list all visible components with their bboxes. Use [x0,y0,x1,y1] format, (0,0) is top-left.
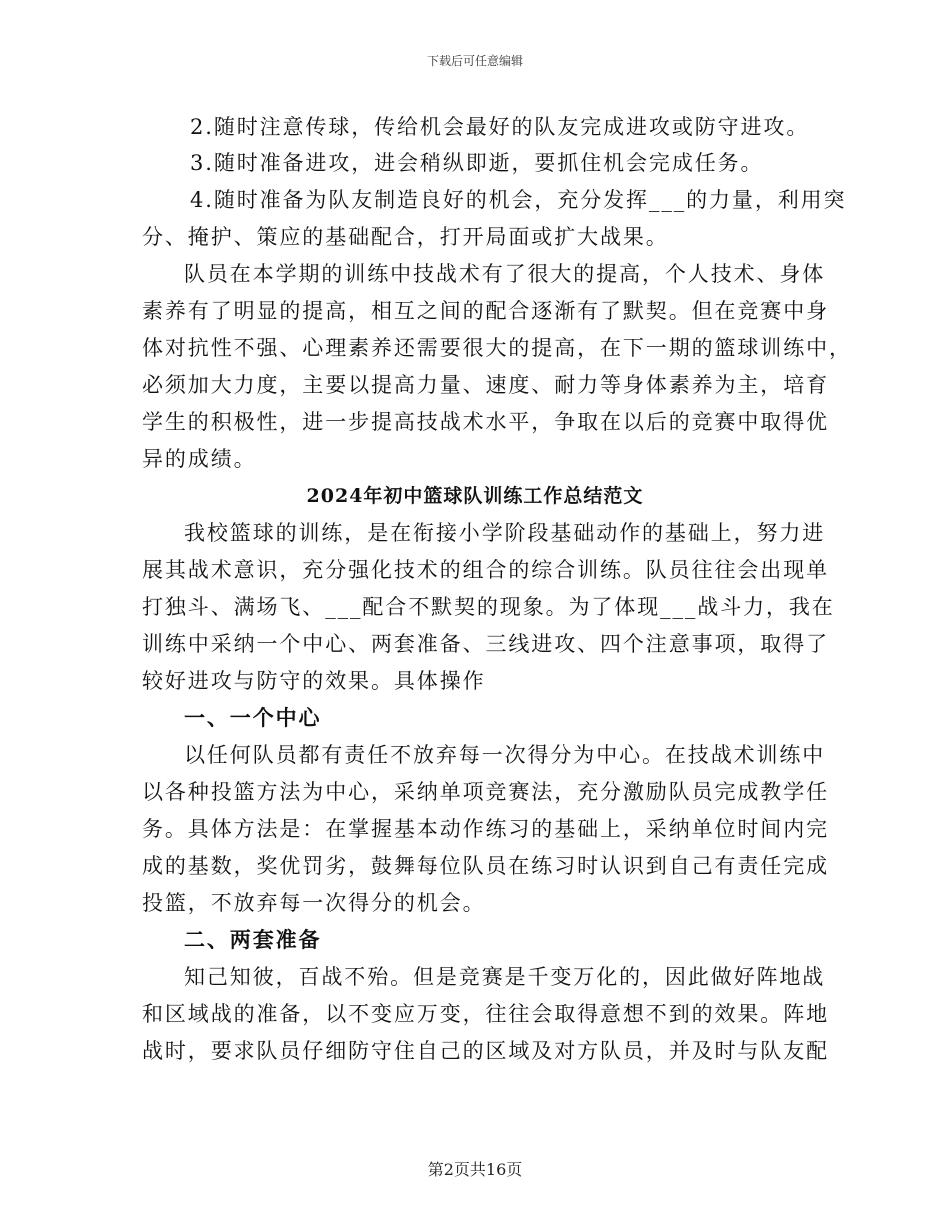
text-line: 4.随时准备为队友制造良好的机会，充分发挥___的力量，利用突 [190,188,847,212]
text-line: 分、掩护、策应的基础配合，打开局面或扩大战果。 [142,225,669,249]
subheading: 一、一个中心 [184,705,322,730]
text-line: 异的成绩。 [142,447,257,471]
text-line: 成的基数，奖优罚劣，鼓舞每位队员在练习时认识到自己有责任完成 [142,854,829,878]
text-line: 以各种投篮方法为中心，采纳单项竞赛法，充分激励队员完成教学任 [142,780,829,804]
text-line: 素养有了明显的提高，相互之间的配合逐渐有了默契。但在竞赛中身 [142,299,829,323]
text-line: 战时，要求队员仔细防守住自己的区域及对方队员，并及时与队友配 [142,1039,829,1063]
text-line: 投篮，不放弃每一次得分的机会。 [142,891,486,915]
text-line: 3.随时准备进攻，进会稍纵即逝，要抓住机会完成任务。 [190,151,764,175]
text-line: 展其战术意识，充分强化技术的组合的综合训练。队员往往会出现单 [142,558,829,582]
section-title: 2024年初中篮球队训练工作总结范文 [306,485,644,507]
text-line: 知己知彼，百战不殆。但是竞赛是千变万化的，因此做好阵地战 [184,965,826,989]
text-line: 队员在本学期的训练中技战术有了很大的提高，个人技术、身体 [184,262,826,286]
text-line: 和区域战的准备，以不变应万变，往往会取得意想不到的效果。阵地 [142,1002,829,1026]
text-line: 较好进攻与防守的效果。具体操作 [142,669,486,693]
text-line: 2.随时注意传球，传给机会最好的队友完成进攻或防守进攻。 [190,115,810,139]
text-line: 打独斗、满场飞、___配合不默契的现象。为了体现___战斗力，我在 [142,595,835,619]
page-header: 下载后可任意编辑 [426,54,523,68]
page-footer: 第2页共16页 [427,1160,523,1179]
text-line: 务。具体方法是：在掌握基本动作练习的基础上，采纳单位时间内完 [142,817,829,841]
text-line: 学生的积极性，进一步提高技战术水平，争取在以后的竞赛中取得优 [142,410,829,434]
text-line: 我校篮球的训练，是在衔接小学阶段基础动作的基础上，努力进 [184,521,826,545]
text-line: 以任何队员都有责任不放弃每一次得分为中心。在技战术训练中 [184,743,826,767]
text-line: 训练中采纳一个中心、两套准备、三线进攻、四个注意事项，取得了 [142,632,829,656]
text-line: 必须加大力度，主要以提高力量、速度、耐力等身体素养为主，培育 [142,373,829,397]
text-line: 体对抗性不强、心理素养还需要很大的提高，在下一期的篮球训练中， [142,336,852,360]
subheading: 二、两套准备 [184,927,322,952]
